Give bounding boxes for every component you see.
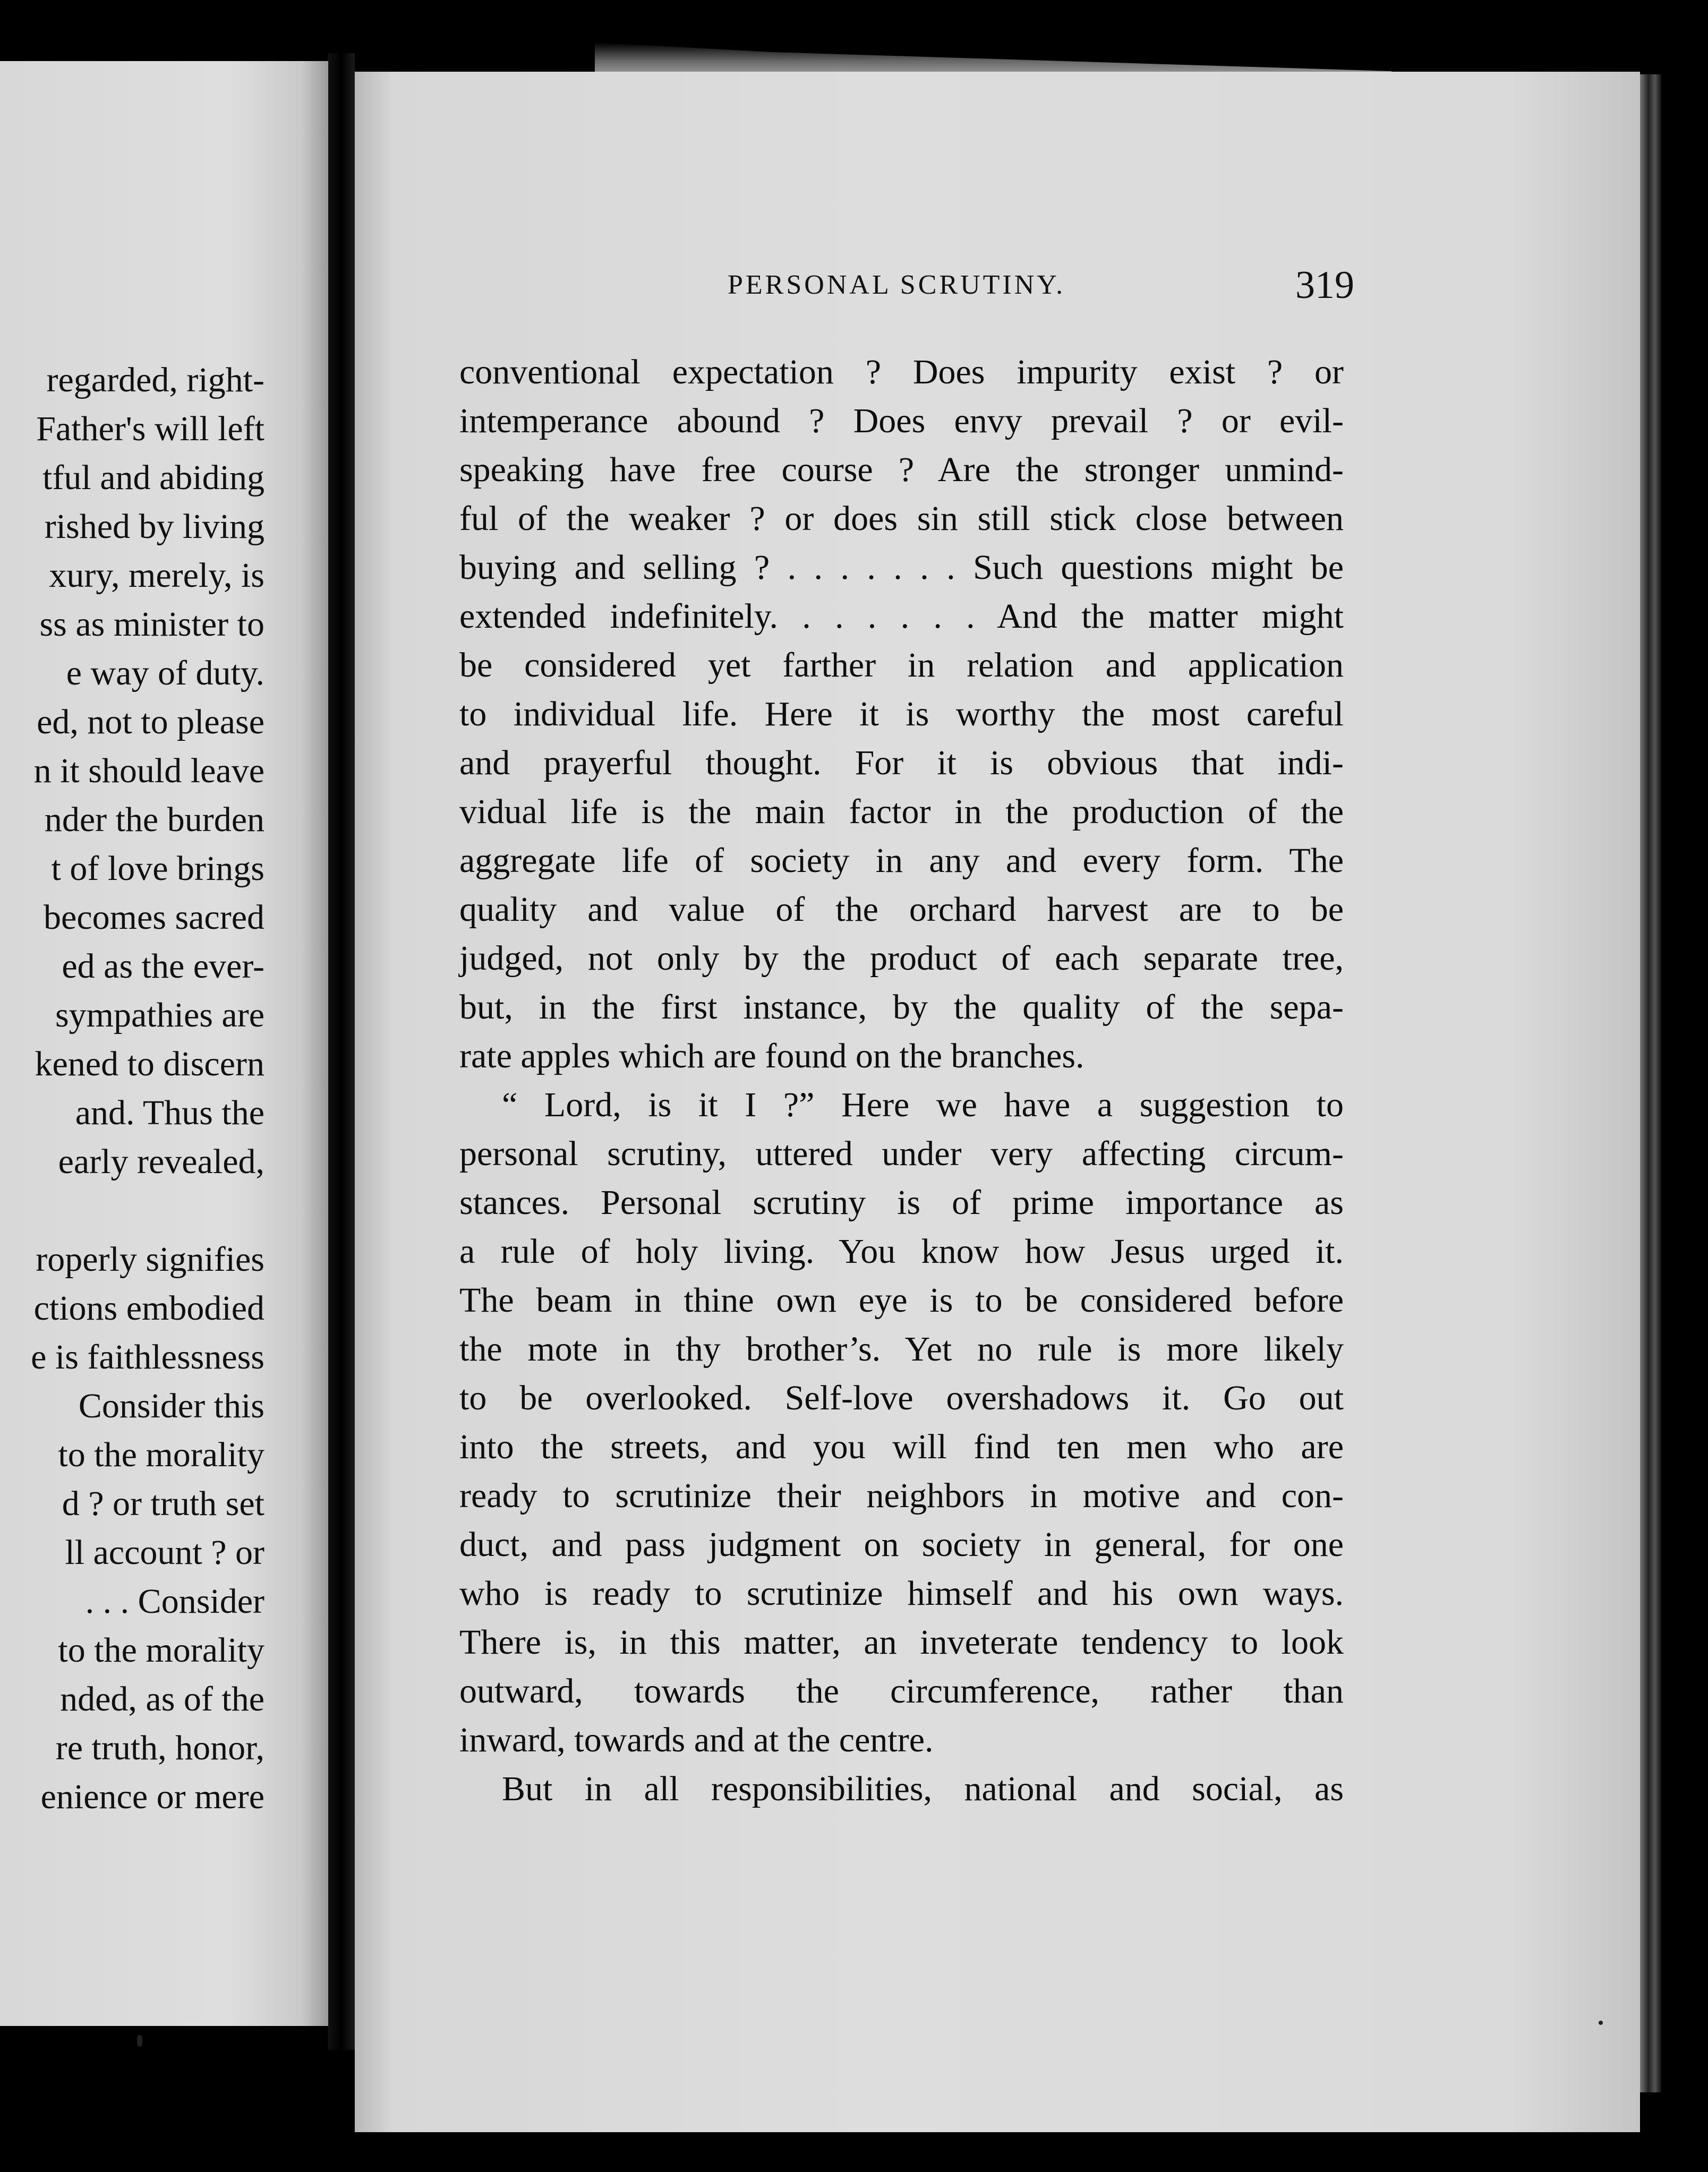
left-line: t of love brings bbox=[51, 849, 264, 888]
text-line: be considered yet farther in relation and application bbox=[459, 646, 1344, 685]
text-line: rate apples which are found on the branches. bbox=[459, 1037, 1084, 1075]
text-line: buying and selling ? . . . . . . . Such questions might be bbox=[459, 548, 1344, 587]
left-line: roperly signifies bbox=[36, 1240, 264, 1279]
text-line: There is, in this matter, an inveterate tendency to look bbox=[459, 1623, 1344, 1662]
text-line: speaking have free course ? Are the stronger unmind- bbox=[459, 450, 1344, 489]
left-line: to the morality bbox=[58, 1631, 264, 1670]
left-line: early revealed, bbox=[58, 1142, 264, 1181]
left-line: ed as the ever- bbox=[62, 947, 264, 986]
left-line: to the morality bbox=[58, 1435, 264, 1474]
text-line: into the streets, and you will find ten men who are bbox=[459, 1427, 1344, 1466]
left-line: kened to discern bbox=[35, 1045, 264, 1083]
page-header bbox=[728, 263, 1354, 311]
left-line: . . . Consider bbox=[85, 1582, 264, 1621]
left-line: e is faithlessness bbox=[31, 1338, 264, 1376]
text-line: ready to scrutinize their neighbors in motive and con- bbox=[459, 1476, 1344, 1515]
left-line: nded, as of the bbox=[60, 1680, 264, 1718]
running-head: PERSONAL SCRUTINY. bbox=[728, 270, 1066, 300]
text-line: duct, and pass judgment on society in general, for one bbox=[459, 1525, 1344, 1564]
page-number: 319 bbox=[1295, 263, 1354, 307]
text-line: intemperance abound ? Does envy prevail ? or evil- bbox=[459, 401, 1344, 440]
left-line: ed, not to please bbox=[37, 703, 264, 741]
text-line: ful of the weaker ? or does sin still stick close between bbox=[459, 499, 1344, 538]
left-line: ss as minister to bbox=[39, 605, 264, 644]
right-page-edge bbox=[1640, 74, 1661, 2092]
text-line: But in all responsibilities, national and social, as bbox=[502, 1769, 1344, 1808]
left-line: re truth, honor, bbox=[55, 1729, 264, 1767]
text-line: outward, towards the circumference, rather than bbox=[459, 1672, 1344, 1711]
left-page bbox=[0, 61, 328, 2026]
left-page-text bbox=[0, 356, 264, 1822]
dust-speck bbox=[1599, 2021, 1603, 2025]
dust-speck bbox=[137, 2035, 142, 2047]
left-line: e way of duty. bbox=[66, 654, 264, 692]
text-line: personal scrutiny, uttered under very affecting circum- bbox=[459, 1134, 1344, 1173]
book-gutter bbox=[328, 53, 355, 2050]
text-line: judged, not only by the product of each separate tree, bbox=[459, 939, 1344, 978]
left-line: becomes sacred bbox=[44, 898, 264, 937]
left-line: ll account ? or bbox=[65, 1533, 264, 1572]
text-line: conventional expectation ? Does impurity exist ? or bbox=[459, 353, 1344, 391]
text-line: The beam in thine own eye is to be considered before bbox=[459, 1281, 1344, 1320]
text-line: stances. Personal scrutiny is of prime importance as bbox=[459, 1183, 1344, 1222]
left-line: Consider this bbox=[78, 1387, 264, 1425]
left-line: d ? or truth set bbox=[62, 1484, 264, 1523]
left-line: nder the burden bbox=[44, 800, 264, 839]
left-line: regarded, right- bbox=[46, 361, 264, 399]
page-edge-sliver bbox=[595, 42, 1391, 74]
text-line: vidual life is the main factor in the production of the bbox=[459, 792, 1344, 831]
text-line: aggregate life of society in any and every form. The bbox=[459, 841, 1344, 880]
left-line: Father's will left bbox=[36, 409, 264, 448]
left-line: ctions embodied bbox=[33, 1289, 264, 1328]
text-line: inward, towards and at the centre. bbox=[459, 1721, 934, 1759]
text-line: quality and value of the orchard harvest are to be bbox=[459, 890, 1344, 929]
left-line: enience or mere bbox=[40, 1777, 264, 1816]
text-line: the mote in thy brother’s. Yet no rule is more likely bbox=[459, 1330, 1344, 1369]
text-line: “ Lord, is it I ?” Here we have a suggestion to bbox=[502, 1085, 1344, 1124]
left-line: n it should leave bbox=[33, 751, 264, 790]
left-line: tful and abiding bbox=[42, 458, 264, 497]
text-line: to individual life. Here it is worthy the most careful bbox=[459, 695, 1344, 733]
text-line: a rule of holy living. You know how Jesus urged it. bbox=[459, 1232, 1344, 1271]
body-text bbox=[459, 348, 1344, 1814]
left-line bbox=[0, 1186, 264, 1235]
text-line: but, in the first instance, by the quality of the sepa- bbox=[459, 988, 1344, 1027]
text-line: and prayerful thought. For it is obvious that indi- bbox=[459, 743, 1344, 782]
text-line: extended indefinitely. . . . . . . And the matter might bbox=[459, 597, 1344, 636]
text-line: who is ready to scrutinize himself and his own ways. bbox=[459, 1574, 1344, 1613]
left-line: and. Thus the bbox=[75, 1093, 264, 1132]
left-line: rished by living bbox=[44, 507, 264, 546]
text-line: to be overlooked. Self-love overshadows it. Go out bbox=[459, 1379, 1344, 1417]
left-line: xury, merely, is bbox=[49, 556, 264, 595]
left-line: sympathies are bbox=[55, 996, 264, 1034]
